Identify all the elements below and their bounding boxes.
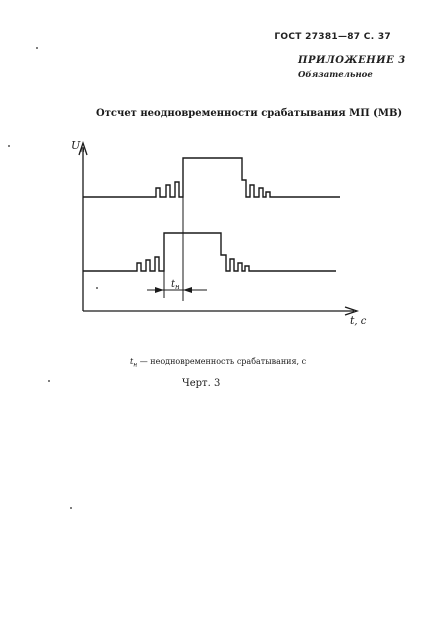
figure-title: Отсчет неодновременности срабатывания МП (МВ) [96, 108, 403, 119]
interval-arrow-right [183, 287, 192, 293]
legend-symbol: t [130, 357, 134, 366]
upper-signal-waveform [83, 158, 340, 197]
legend-text: — неодновременность срабатывания, с [137, 357, 307, 366]
scan-speck [70, 507, 72, 509]
scan-speck [96, 287, 98, 289]
scan-speck [8, 145, 10, 147]
legend-line [130, 357, 306, 369]
legend-subscript: н [133, 361, 138, 369]
scan-speck [36, 47, 38, 49]
interval-arrow-left [155, 287, 164, 293]
interval-label: $t_н$ [171, 279, 180, 291]
page-header: ГОСТ 27381—87 С. 37 [274, 32, 391, 42]
appendix-title: ПРИЛОЖЕНИЕ 3 [298, 55, 406, 66]
x-axis-label: t, с [350, 314, 367, 327]
lower-signal-waveform [83, 233, 336, 271]
scan-speck [48, 380, 50, 382]
appendix-status: Обязательное [298, 70, 373, 80]
figure-caption: Черт. 3 [182, 378, 221, 389]
y-axis-label: $U_п$ [71, 139, 85, 154]
